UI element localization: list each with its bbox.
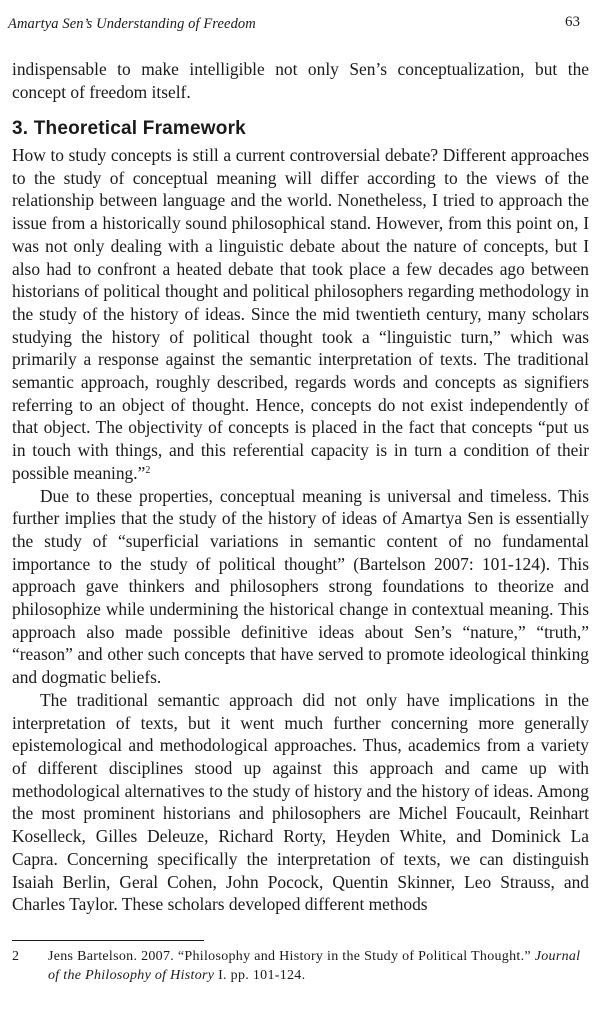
section-body: [12, 144, 589, 916]
footnote: [12, 947, 592, 985]
continued-text-block: [12, 58, 589, 103]
footnote-divider: [12, 940, 204, 941]
paragraph-2: Due to these properties, conceptual meaning is universal and timeless. This further implies that the study of the history of ideas of Amartya Sen is essentially the study of “superficial variations in semantic content of no fundamental importance to the study of political thought” (Bartelson 2007: 101-124). This approach gave thinkers and philosophers strong foundations to theorize and philosophize while undermining the historical change in contextual meaning. This approach also made possible definitive ideas about Sen’s “nature,” “truth,” “reason” and other such concepts that have served to promote ideological thinking and dogmatic beliefs.: [12, 485, 589, 688]
footnote-number: 2: [12, 949, 20, 964]
paragraph-3: The traditional semantic approach did not only have implications in the interpretation of texts, but it went much further concerning more generally epistemological and methodological approaches. Thus, academics from a variety of different disciplines stood up against this approach and came up with methodological alternatives to the study of history and the history of ideas. Among the most prominent historians and philosophers are Michel Foucault, Reinhart Koselleck, Gilles Deleuze, Richard Rorty, Heyden White, and Dominick La Capra. Concerning specifically the interpretation of texts, we can distinguish Isaiah Berlin, Geral Cohen, John Pocock, Quentin Skinner, Leo Strauss, and Charles Taylor. These scholars developed different methods: [12, 689, 589, 915]
running-head-title: Amartya Sen’s Understanding of Freedom: [8, 16, 256, 32]
continued-paragraph: indispensable to make intelligible not only Sen’s conceptualization, but the concept of freedom itself.: [12, 59, 589, 102]
footnote-reference-marker: 2: [145, 464, 151, 476]
footnote-citation-end: I. pp. 101-124.: [214, 968, 306, 983]
footnote-journal-title: Journal of the Philosophy of History: [48, 949, 581, 983]
paragraph-1-text: How to study concepts is still a current controversial debate? Different approaches to the study of conceptual meaning will differ according to the views of the relationship between language and the world. Nonetheless, I tried to approach the issue from a historically sound philosophical stand. However, from this point on, I was not only dealing with a linguistic debate about the nature of concepts, but I also had to confront a heated debate that took place a few decades ago between historians of political thought and political philosophers regarding methodology in the study of the history of ideas. Since the mid twentieth century, many scholars studying the history of political thought took a “linguistic turn,” which was primarily a response against the semantic interpretation of texts. The traditional semantic approach, roughly described, regards words and concepts as signifiers referring to an object of thought. Hence, concepts do not exist independently of that object. The objectivity of concepts is placed in the fact that concepts “put us in touch with things, and this referential capacity is in turn a condition of their possible meaning.”: [12, 145, 589, 483]
footnote-text: [48, 947, 592, 985]
section-heading: 3. Theoretical Framework: [12, 118, 246, 139]
paragraph-1: [12, 144, 589, 485]
footnote-citation: Jens Bartelson. 2007. “Philosophy and History in the Study of Political Thought.”: [48, 949, 535, 964]
page-number: 63: [565, 14, 580, 30]
